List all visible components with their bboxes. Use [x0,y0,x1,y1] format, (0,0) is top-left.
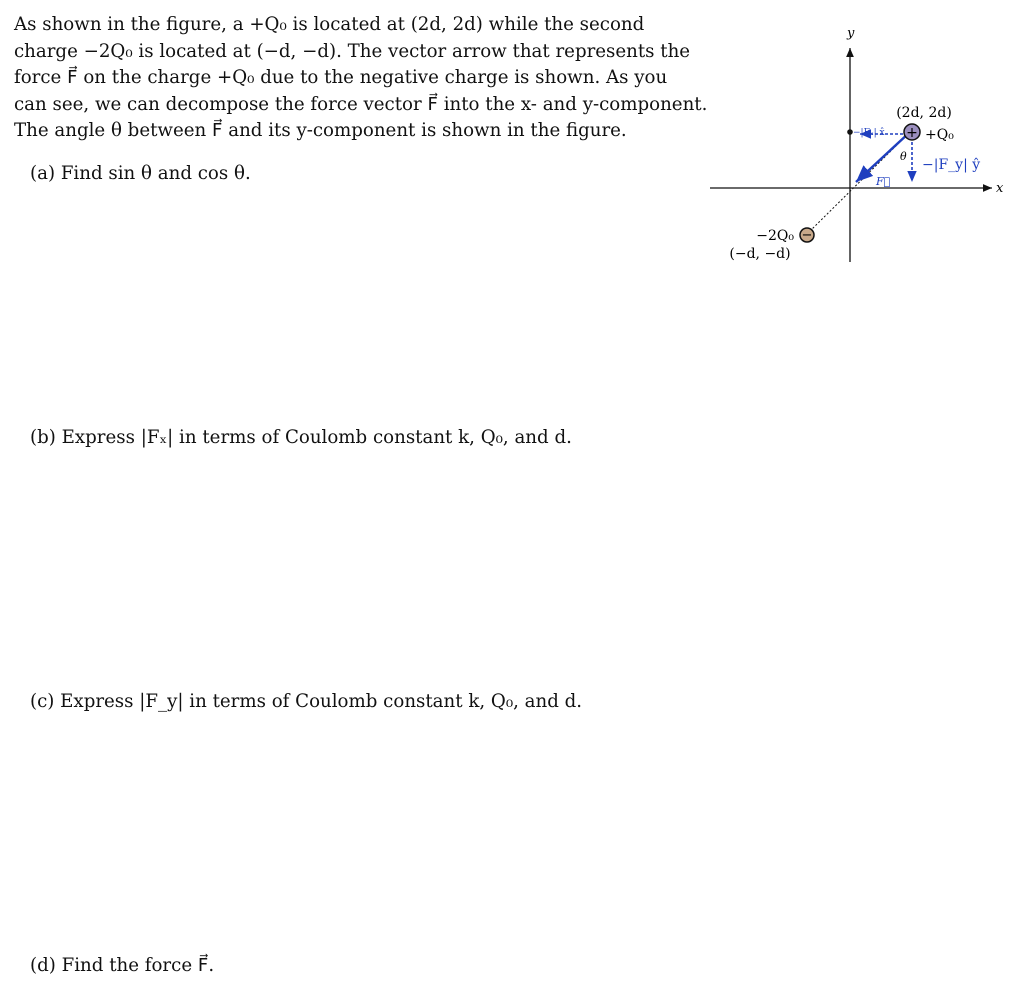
question-a: (a) Find sin θ and cos θ. [30,163,251,184]
neg-charge-label: −2Q₀ [756,228,794,244]
neg-coord-label: (−d, −d) [729,246,791,262]
fx-label: −|Fₓ| x̂ [853,128,885,138]
charge-diagram [700,10,1010,270]
problem-intro [14,12,708,145]
y-axis-label: y [847,26,855,41]
question-d: (d) Find the force F⃗. [30,955,215,976]
positive-sign: + [906,125,918,141]
x-axis-label: x [996,181,1004,196]
pos-coord-label: (2d, 2d) [896,105,952,121]
intro-line-5: The angle θ between F⃗ and its y-component is shown in the figure. [14,120,627,141]
y-axis-marker-dot [847,129,853,135]
question-b: (b) Express |Fₓ| in terms of Coulomb constant k, Q₀, and d. [30,427,572,448]
pos-charge-label: +Q₀ [925,127,954,143]
force-label: F⃗ [876,175,891,188]
intro-line-3: force F⃗ on the charge +Q₀ due to the negative charge is shown. As you [14,67,668,88]
negative-sign: − [801,228,813,243]
intro-line-4: can see, we can decompose the force vector F⃗ into the x- and y-component. [14,93,708,115]
intro-line-2: charge −2Q₀ is located at (−d, −d). The vector arrow that represents the [14,40,691,62]
question-c: (c) Express |F_y| in terms of Coulomb constant k, Q₀, and d. [30,691,583,712]
theta-label: θ [900,150,907,163]
intro-line-1: As shown in the figure, a +Q₀ is located at (2d, 2d) while the second [14,14,645,35]
fy-label: −|F_y| ŷ [922,157,981,173]
